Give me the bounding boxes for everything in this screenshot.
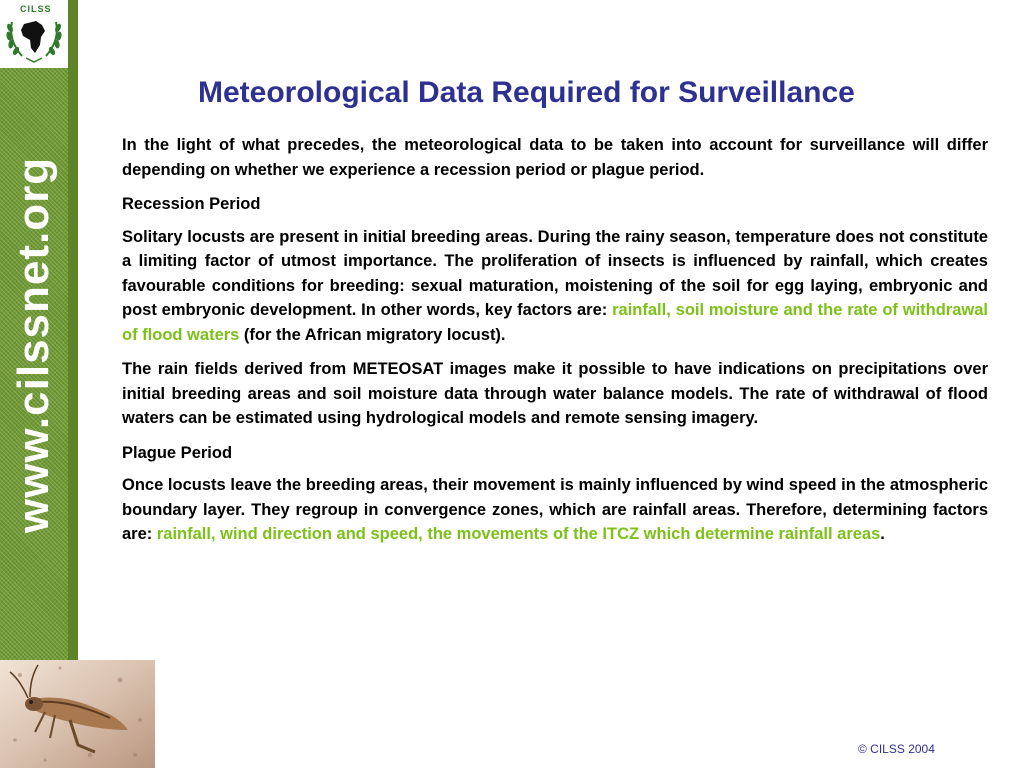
rain-fields-paragraph: The rain fields derived from METEOSAT images make it possible to have indications on precipitations over initial breeding areas and soil moisture data through water balance models. The rate of withdrawal of flood waters can be estimated using hydrological models and remote sensing imagery. [122,360,988,427]
recession-heading: Recession Period [122,195,261,213]
sidebar-edge [68,0,78,662]
locust-photo [0,660,155,768]
recession-note: (for the African migratory locust). [239,325,506,344]
website-url [6,120,62,570]
website-url-text: www.cilssnet.org [9,156,59,534]
recession-factors: rainfall, soil moisture and the rate of withdrawal of flood waters [122,301,988,344]
plague-factors: rainfall, wind direction and speed, the movements of the ITCZ which determine rainfall areas [156,525,881,543]
recession-paragraph [122,225,988,348]
intro-paragraph: In the light of what precedes, the meteorological data to be taken into account for surveillance will differ depending on whether we experience a recession period or plague period. [122,136,988,179]
plague-paragraph [122,473,988,547]
content-body [122,133,988,557]
cilss-logo [0,0,68,68]
plague-heading: Plague Period [122,443,233,462]
plague-text: Once locusts leave the breeding areas, their movement is mainly influenced by wind speed in the atmospheric boundary layer. They regroup in convergence zones, which are rainfall areas. Therefore, determining factors are: [122,476,988,543]
page-title: Meteorological Data Required for Surveillance [198,76,855,109]
logo-text: CILSS [20,4,52,14]
plague-end: . [880,525,885,543]
recession-text: Solitary locusts are present in initial breeding areas. During the rainy season, temperature does not constitute a limiting factor of utmost importance. The proliferation of insects is influenced by rainfall, which creates favourable conditions for breeding: sexual maturation, moistening of the soil for egg laying, embryonic and post embryonic development. In other words, key factors are: [122,227,988,319]
copyright-notice: © CILSS 2004 [858,742,935,756]
